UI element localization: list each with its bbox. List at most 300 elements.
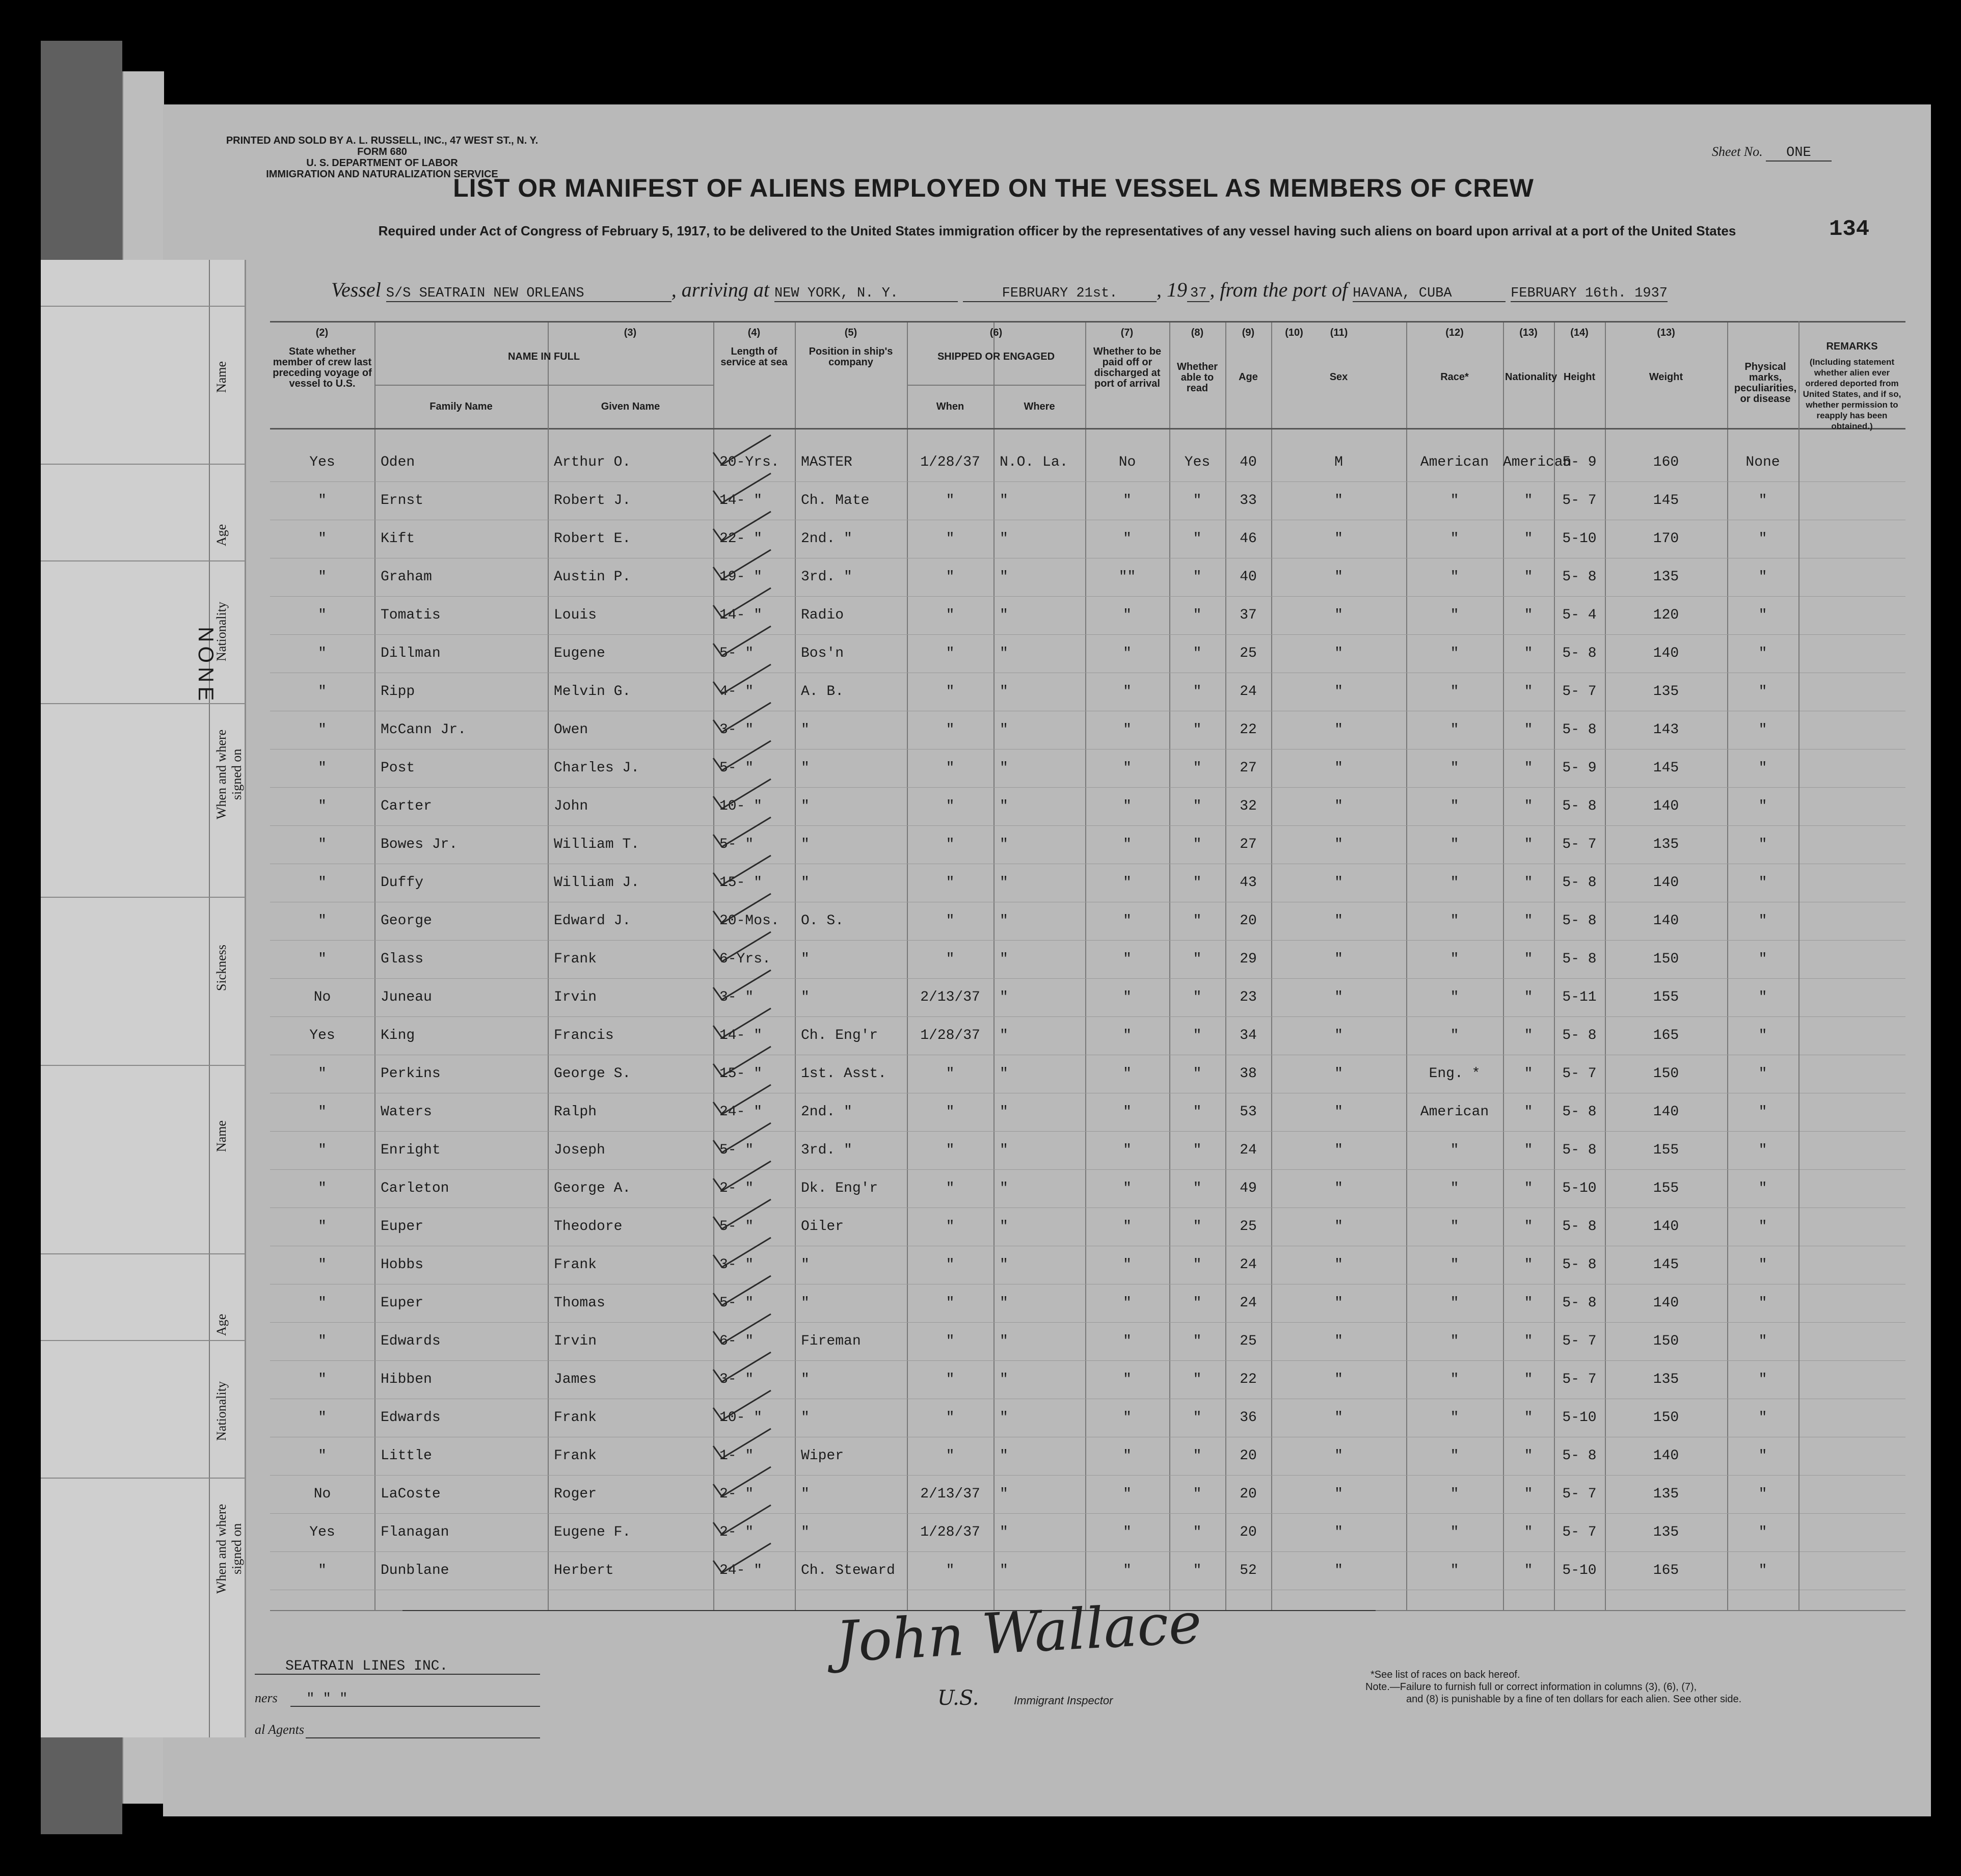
from-port: HAVANA, CUBA [1353,286,1506,302]
cell-read: " [1193,798,1202,814]
cell-given: Herbert [554,1563,614,1578]
cell-read: " [1193,837,1202,852]
cell-service: 14- " [719,493,763,508]
cell-age: 38 [1240,1066,1257,1082]
flap-row-line [41,560,245,561]
arriving-label: , arriving at [671,278,769,301]
cell-race: " [1450,1028,1459,1043]
cell-given: Ralph [554,1104,597,1120]
check-mark-icon [711,1197,777,1233]
check-mark-icon [711,1465,777,1500]
vessel-name: S/S SEATRAIN NEW ORLEANS [386,286,671,302]
row-rule [270,1551,1905,1552]
cell-position: 1st. Asst. [801,1066,887,1082]
cell-service: 5- " [719,837,754,852]
cell-when: " [946,1333,955,1349]
cell-read: " [1193,1219,1202,1235]
cell-height: 5- 7 [1562,1524,1597,1540]
cell-family: Bowes Jr. [381,837,458,852]
cell-prev: " [318,1448,327,1464]
cell-weight: 155 [1653,1142,1679,1158]
cell-when: " [946,1295,955,1311]
name-subheader-rule [374,385,713,386]
cell-paid: " [1123,531,1132,547]
check-mark-icon [711,815,777,851]
column-number: (12) [1445,327,1464,338]
inspector-signature: John Wallace [834,1590,1203,1675]
check-mark-icon [711,1427,777,1462]
cell-where: " [1000,722,1008,738]
cell-given: Frank [554,1257,597,1273]
cell-race: " [1450,837,1459,852]
crew-table [270,321,1905,1610]
cell-service: 20-Mos. [719,913,780,929]
cell-given: Theodore [554,1219,623,1235]
cell-paid: " [1123,1448,1132,1464]
cell-where: " [1000,1257,1008,1273]
cell-when: 2/13/37 [920,1486,980,1502]
cell-marks: " [1758,1410,1767,1426]
check-mark-icon [711,892,777,927]
cell-race: " [1450,1563,1459,1578]
cell-nat: " [1524,1219,1533,1235]
cell-marks: " [1758,989,1767,1005]
cell-age: 24 [1240,1257,1257,1273]
cell-given: Arthur O. [554,454,631,470]
cell-where: " [1000,951,1008,967]
cell-nat: " [1524,493,1533,508]
cell-given: Robert J. [554,493,631,508]
cell-paid: " [1123,1181,1132,1196]
header-remarks: REMARKS [1826,341,1878,352]
cell-where: " [1000,531,1008,547]
cell-marks: " [1758,722,1767,738]
cell-height: 5- 8 [1562,913,1597,929]
column-divider [1798,321,1799,1610]
cell-age: 20 [1240,1448,1257,1464]
cell-nat: " [1524,1410,1533,1426]
cell-position: Radio [801,607,844,623]
cell-when: " [946,1104,955,1120]
cell-sex: " [1334,951,1343,967]
row-rule [270,825,1905,826]
row-rule [270,1360,1905,1361]
cell-age: 22 [1240,722,1257,738]
cell-prev: " [318,607,327,623]
cell-read: " [1193,1028,1202,1043]
cell-prev: Yes [309,454,335,470]
check-mark-icon [711,930,777,966]
cell-when: " [946,1372,955,1387]
cell-nat: " [1524,837,1533,852]
cell-height: 5-10 [1562,1181,1597,1196]
cell-height: 5- 8 [1562,798,1597,814]
cell-family: McCann Jr. [381,722,467,738]
flap-none-text: NONE [194,627,218,705]
cell-sex: " [1334,1257,1343,1273]
attached-flap [41,260,246,1737]
departure-date: FEBRUARY 16th. 1937 [1511,286,1668,301]
cell-race: " [1450,684,1459,700]
row-rule [270,1513,1905,1514]
cell-age: 37 [1240,607,1257,623]
cell-nat: " [1524,646,1533,661]
column-number: (5) [844,327,857,338]
cell-marks: " [1758,1448,1767,1464]
cell-prev: " [318,1410,327,1426]
cell-weight: 145 [1653,493,1679,508]
cell-where: " [1000,1295,1008,1311]
cell-prev: " [318,1295,327,1311]
cell-position: Ch. Mate [801,493,870,508]
cell-prev: " [318,1219,327,1235]
cell-paid: " [1123,607,1132,623]
check-mark-icon [711,1503,777,1539]
check-mark-icon [711,624,777,660]
agents-underline [306,1737,540,1738]
cell-service: 10- " [719,1410,763,1426]
cell-read: " [1193,989,1202,1005]
cell-age: 33 [1240,493,1257,508]
cell-sex: " [1334,569,1343,585]
cell-height: 5- 8 [1562,951,1597,967]
cell-sex: " [1334,798,1343,814]
cell-race: " [1450,1410,1459,1426]
page-title: LIST OR MANIFEST OF ALIENS EMPLOYED ON THE VESSEL AS MEMBERS OF CREW [453,174,1534,202]
cell-sex: " [1334,646,1343,661]
cell-prev: " [318,798,327,814]
cell-position: Oiler [801,1219,844,1235]
cell-position: " [801,875,810,891]
cell-paid: No [1118,454,1136,470]
cell-age: 43 [1240,875,1257,891]
cell-race: " [1450,1257,1459,1273]
cell-service: 5- " [719,646,754,661]
cell-weight: 135 [1653,684,1679,700]
header-paid-off: Whether to be paid off or discharged at port of arrival [1093,346,1162,389]
cell-given: James [554,1372,597,1387]
cell-nat: " [1524,1257,1533,1273]
cell-marks: " [1758,760,1767,776]
shipped-subheader-rule [907,385,1085,386]
cell-position: " [801,1486,810,1502]
cell-position: " [801,1372,810,1387]
cell-when: " [946,1257,955,1273]
cell-race: " [1450,569,1459,585]
cell-when: 1/28/37 [920,1028,980,1043]
check-mark-icon [711,1044,777,1080]
cell-marks: " [1758,1066,1767,1082]
cell-read: " [1193,607,1202,623]
cell-sex: " [1334,684,1343,700]
cell-paid: " [1123,1410,1132,1426]
cell-read: Yes [1184,454,1211,470]
cell-service: 20-Yrs. [719,454,780,470]
cell-read: " [1193,1486,1202,1502]
cell-marks: " [1758,1142,1767,1158]
cell-when: " [946,875,955,891]
cell-age: 52 [1240,1563,1257,1578]
cell-position: " [801,722,810,738]
cell-family: Euper [381,1219,424,1235]
cell-when: " [946,798,955,814]
cell-family: George [381,913,432,929]
header-prev-voyage: State whether member of crew last preceding voyage of vessel to U.S. [273,346,372,389]
cell-marks: None [1745,454,1780,470]
owners-ditto: " " " [306,1692,348,1707]
cell-paid: " [1123,684,1132,700]
from-label: , from the port of [1210,278,1348,301]
cell-nat: " [1524,989,1533,1005]
flap-label: Age [214,1314,229,1336]
cell-family: Perkins [381,1066,441,1082]
cell-prev: " [318,1142,327,1158]
row-rule [270,1322,1905,1323]
cell-marks: " [1758,493,1767,508]
cell-paid: " [1123,913,1132,929]
cell-weight: 140 [1653,1448,1679,1464]
cell-marks: " [1758,531,1767,547]
cell-nat: " [1524,1486,1533,1502]
cell-given: Irvin [554,1333,597,1349]
cell-height: 5- 8 [1562,875,1597,891]
cell-given: Eugene F. [554,1524,631,1540]
cell-given: Thomas [554,1295,605,1311]
owner-underline [255,1674,540,1675]
cell-where: " [1000,1219,1008,1235]
cell-family: Enright [381,1142,441,1158]
cell-read: " [1193,722,1202,738]
cell-race: " [1450,1448,1459,1464]
cell-age: 40 [1240,569,1257,585]
cell-weight: 165 [1653,1563,1679,1578]
header-nationality: Nationality [1505,371,1557,383]
cell-age: 36 [1240,1410,1257,1426]
cell-position: " [801,1410,810,1426]
page-number: 134 [1829,217,1870,242]
column-number: (9) [1242,327,1255,338]
check-mark-icon [711,1312,777,1348]
cell-weight: 165 [1653,1028,1679,1043]
cell-nat: " [1524,1563,1533,1578]
cell-where: " [1000,493,1008,508]
check-mark-icon [711,1541,777,1577]
cell-age: 24 [1240,1142,1257,1158]
cell-height: 5- 8 [1562,722,1597,738]
cell-paid: " [1123,646,1132,661]
cell-when: " [946,1410,955,1426]
cell-height: 5- 9 [1562,760,1597,776]
cell-paid: " [1123,951,1132,967]
cell-prev: " [318,1372,327,1387]
cell-paid: " [1123,875,1132,891]
cell-service: 2- " [719,1486,754,1502]
owners-line [255,1691,347,1707]
cell-position: " [801,760,810,776]
check-mark-icon [711,1350,777,1386]
cell-height: 5-10 [1562,1563,1597,1578]
column-number: (10) [1285,327,1303,338]
header-position: Position in ship's company [809,346,893,368]
flap-column-line [209,260,210,1737]
cell-service: 5- " [719,1295,754,1311]
cell-weight: 140 [1653,1295,1679,1311]
cell-race: Eng. * [1429,1066,1481,1082]
cell-when: " [946,531,955,547]
check-mark-icon [711,510,777,545]
cell-height: 5-10 [1562,1410,1597,1426]
cell-sex: " [1334,1524,1343,1540]
cell-family: Dillman [381,646,441,661]
cell-where: " [1000,1486,1008,1502]
cell-where: " [1000,1028,1008,1043]
flap-label: Nationality [214,602,229,662]
column-number: (13) [1657,327,1675,338]
cell-where: " [1000,1104,1008,1120]
cell-height: 5- 7 [1562,1486,1597,1502]
cell-given: Frank [554,1448,597,1464]
cell-prev: " [318,875,327,891]
cell-family: Carter [381,798,432,814]
cell-nat: " [1524,569,1533,585]
cell-age: 20 [1240,1486,1257,1502]
cell-read: " [1193,1410,1202,1426]
cell-nat: " [1524,760,1533,776]
flap-row-line [41,464,245,465]
cell-paid: " [1123,1486,1132,1502]
cell-position: " [801,951,810,967]
cell-weight: 140 [1653,1104,1679,1120]
cell-given: John [554,798,588,814]
cell-sex: " [1334,1028,1343,1043]
cell-position: Bos'n [801,646,844,661]
column-number: (2) [315,327,329,338]
cell-family: Hibben [381,1372,432,1387]
cell-paid: " [1123,1219,1132,1235]
check-mark-icon [711,1274,777,1309]
cell-race: " [1450,1372,1459,1387]
cell-paid: " [1123,989,1132,1005]
cell-family: Waters [381,1104,432,1120]
cell-age: 32 [1240,798,1257,814]
cell-when: " [946,760,955,776]
cell-position: Ch. Eng'r [801,1028,878,1043]
cell-age: 53 [1240,1104,1257,1120]
cell-age: 25 [1240,646,1257,661]
cell-read: " [1193,1104,1202,1120]
cell-sex: " [1334,875,1343,891]
cell-sex: " [1334,1410,1343,1426]
flap-label: Name [214,361,229,393]
column-number: (6) [989,327,1003,338]
cell-weight: 150 [1653,1066,1679,1082]
cell-where: " [1000,607,1008,623]
cell-age: 20 [1240,913,1257,929]
cell-prev: " [318,1257,327,1273]
cell-sex: " [1334,1104,1343,1120]
cell-age: 22 [1240,1372,1257,1387]
cell-where: " [1000,646,1008,661]
flap-row-line [41,1340,245,1341]
cell-given: Louis [554,607,597,623]
column-number: (11) [1330,327,1348,338]
cell-position: Dk. Eng'r [801,1181,878,1196]
header-where: Where [1024,401,1055,412]
sheet-no-value: ONE [1766,145,1832,162]
cell-read: " [1193,951,1202,967]
cell-family: Duffy [381,875,424,891]
cell-weight: 120 [1653,607,1679,623]
cell-age: 34 [1240,1028,1257,1043]
cell-height: 5- 8 [1562,1142,1597,1158]
cell-paid: " [1123,1142,1132,1158]
check-mark-icon [711,777,777,813]
cell-service: 22- " [719,531,763,547]
cell-service: 4- " [719,684,754,700]
cell-family: Edwards [381,1333,441,1349]
cell-sex: " [1334,1219,1343,1235]
cell-when: " [946,646,955,661]
cell-where: " [1000,569,1008,585]
cell-given: Eugene [554,646,605,661]
header-physical-marks: Physical marks, peculiarities, or disease [1734,361,1797,405]
cell-weight: 145 [1653,760,1679,776]
cell-prev: " [318,684,327,700]
cell-given: Edward J. [554,913,631,929]
cell-race: " [1450,531,1459,547]
cell-paid: " [1123,1333,1132,1349]
row-rule [270,596,1905,597]
cell-family: Oden [381,454,415,470]
cell-when: 2/13/37 [920,989,980,1005]
cell-given: Irvin [554,989,597,1005]
cell-given: Robert E. [554,531,631,547]
cell-nat: " [1524,951,1533,967]
cell-paid: " [1123,1257,1132,1273]
cell-age: 24 [1240,684,1257,700]
cell-height: 5-10 [1562,531,1597,547]
cell-marks: " [1758,607,1767,623]
cell-prev: No [313,1486,331,1502]
header-sex: Sex [1329,371,1348,383]
cell-age: 25 [1240,1219,1257,1235]
cell-service: 3- " [719,722,754,738]
vessel-line [331,278,1668,302]
form-number: FORM 680 [357,146,407,157]
cell-position: 3rd. " [801,569,852,585]
cell-position: O. S. [801,913,844,929]
cell-paid: " [1123,1295,1132,1311]
cell-read: " [1193,1066,1202,1082]
cell-weight: 140 [1653,1219,1679,1235]
flap-label: Sickness [214,945,229,991]
cell-read: " [1193,493,1202,508]
vessel-label: Vessel [331,278,381,301]
check-mark-icon [711,853,777,889]
cell-weight: 143 [1653,722,1679,738]
cell-age: 23 [1240,989,1257,1005]
cell-where: " [1000,1410,1008,1426]
cell-prev: " [318,1333,327,1349]
cell-age: 49 [1240,1181,1257,1196]
column-number: (3) [624,327,637,338]
check-mark-icon [711,471,777,507]
cell-given: Frank [554,951,597,967]
cell-where: " [1000,989,1008,1005]
cell-height: 5- 8 [1562,1028,1597,1043]
cell-read: " [1193,1448,1202,1464]
cell-position: " [801,1524,810,1540]
